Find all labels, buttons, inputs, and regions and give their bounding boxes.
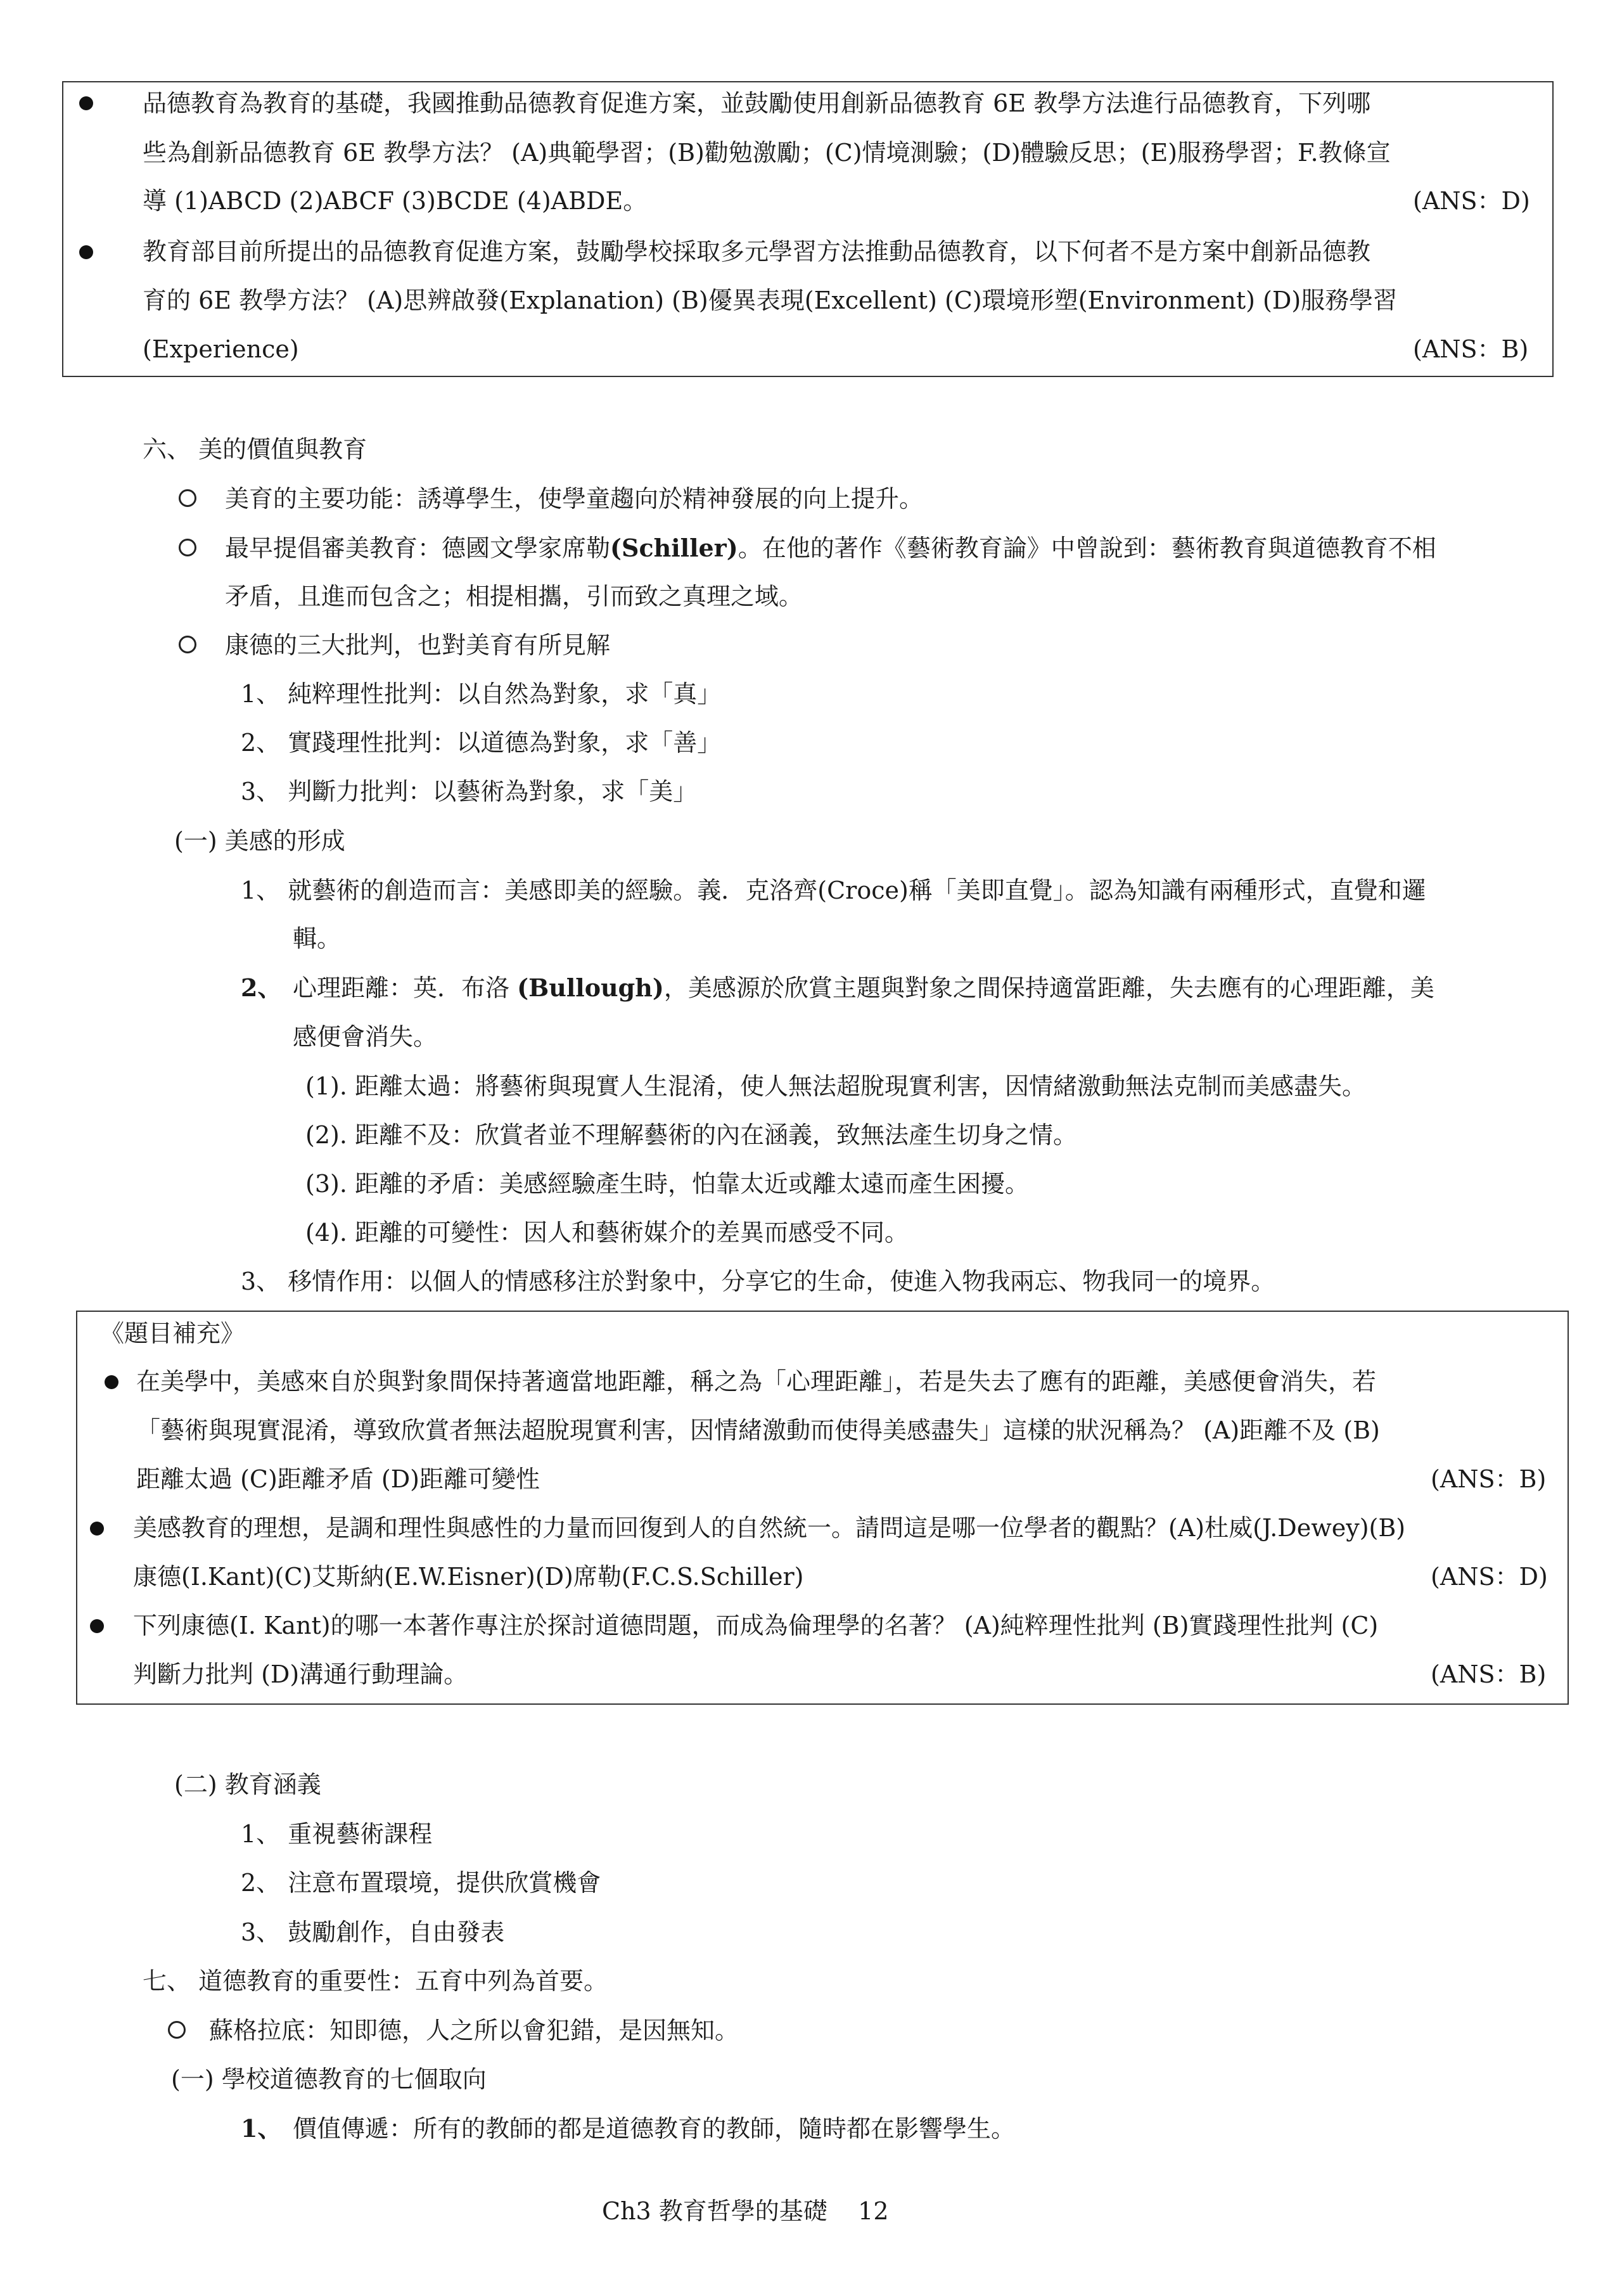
circle-bullet-icon — [179, 539, 196, 556]
question-text: 些為創新品德教育 6E 教學方法？ (A)典範學習；(B)勸勉激勵；(C)情境測驗；(D)體驗反思；(E)服務學習；F.教條宣 — [143, 139, 1391, 167]
section-heading: 七、 道德教育的重要性：五育中列為首要。 — [143, 1967, 608, 1995]
list-item: 1、 純粹理性批判：以自然為對象，求「真」 — [241, 680, 722, 708]
list-item: 3、 鼓勵創作，自由發表 — [241, 1918, 505, 1946]
name-bullough: (Bullough) — [517, 973, 664, 1002]
question-text: 品德教育為教育的基礎，我國推動品德教育促進方案，並鼓勵使用創新品德教育 6E 教學方法進行品德教育，下列哪 — [143, 89, 1371, 117]
text-fragment: 最早提倡審美教育：德國文學家席勒 — [225, 534, 611, 562]
question-text: 康德(I.Kant)(C)艾斯納(E.W.Eisner)(D)席勒(F.C.S.Schiller) — [133, 1563, 804, 1591]
list-item: 2、 實踐理性批判：以道德為對象，求「善」 — [241, 729, 722, 757]
list-item-continuation: 感便會消失。 — [293, 1023, 438, 1051]
list-item — [225, 536, 1436, 560]
list-item: 美育的主要功能：誘導學生，使學童趨向於精神發展的向上提升。 — [225, 485, 924, 513]
list-item: (3). 距離的矛盾：美感經驗產生時，怕靠太近或離太遠而產生困擾。 — [305, 1170, 1029, 1198]
section-heading: 六、 美的價值與教育 — [143, 435, 367, 463]
circle-bullet-icon — [168, 2021, 186, 2039]
list-item-continuation: 矛盾，且進而包含之；相提相攜，引而致之真理之域。 — [225, 582, 803, 610]
list-item-continuation: 輯。 — [293, 925, 342, 952]
bullet-icon — [79, 96, 93, 110]
answer-label: (ANS：D) — [1413, 187, 1530, 215]
text-fragment: ，美感源於欣賞主題與對象之間保持適當距離，失去應有的心理距離，美 — [663, 974, 1434, 1002]
bullet-icon — [90, 1522, 104, 1536]
answer-label: (ANS：B) — [1413, 335, 1529, 363]
list-item: 蘇格拉底：知即德，人之所以會犯錯，是因無知。 — [209, 2017, 739, 2044]
bullet-icon — [90, 1619, 104, 1633]
question-text: 下列康德(I. Kant)的哪一本著作專注於探討道德問題，而成為倫理學的名著？ (A)純粹理性批判 (B)實踐理性批判 (C) — [133, 1612, 1379, 1639]
list-number: 1、 — [241, 2114, 282, 2143]
list-item: 1、 就藝術的創造而言：美感即美的經驗。義．克洛齊(Croce)稱「美即直覺」。認為知識有兩種形式，直覺和邏 — [241, 876, 1426, 904]
box-title: 《題目補充》 — [100, 1319, 245, 1347]
text-fragment: 。在他的著作《藝術教育論》中曾說到：藝術教育與道德教育不相 — [738, 534, 1436, 562]
chapter-title: Ch3 教育哲學的基礎 — [602, 2197, 827, 2225]
list-number: 2、 — [241, 973, 282, 1002]
list-item: 價值傳遞：所有的教師的都是道德教育的教師，隨時都在影響學生。 — [293, 2115, 1016, 2143]
text-fragment: 心理距離：英．布洛 — [293, 974, 518, 1002]
question-text: 導 (1)ABCD (2)ABCF (3)BCDE (4)ABDE。 — [143, 187, 648, 215]
circle-bullet-icon — [179, 489, 196, 507]
question-box-1 — [62, 81, 1554, 377]
name-schiller: (Schiller) — [610, 534, 738, 562]
subsection-heading: (一) 美感的形成 — [174, 827, 345, 855]
question-text: 美感教育的理想，是調和理性與感性的力量而回復到人的自然統一。請問這是哪一位學者的觀點？(A)杜威(J.Dewey)(B) — [133, 1514, 1406, 1542]
circle-bullet-icon — [179, 636, 196, 653]
list-item: 3、 判斷力批判：以藝術為對象，求「美」 — [241, 778, 698, 805]
question-text: (Experience) — [143, 335, 299, 363]
answer-label: (ANS：B) — [1431, 1660, 1547, 1688]
list-item: (1). 距離太過：將藝術與現實人生混淆，使人無法超脫現實利害，因情緒激動無法克制而美感盡失。 — [305, 1072, 1366, 1100]
question-text: 在美學中，美感來自於與對象間保持著適當地距離，稱之為「心理距離」，若是失去了應有的距離，美感便會消失，若 — [136, 1368, 1377, 1395]
question-text: 「藝術與現實混淆，導致欣賞者無法超脫現實利害，因情緒激動而使得美感盡失」這樣的狀況稱為？ (A)距離不及 (B) — [136, 1416, 1380, 1444]
question-text: 教育部目前所提出的品德教育促進方案，鼓勵學校採取多元學習方法推動品德教育，以下何者不是方案中創新品德教 — [143, 238, 1371, 266]
list-item: 1、 重視藝術課程 — [241, 1820, 433, 1848]
bullet-icon — [105, 1375, 118, 1389]
list-item: 2、 注意布置環境，提供欣賞機會 — [241, 1869, 601, 1897]
subsection-heading: (二) 教育涵義 — [174, 1771, 321, 1799]
question-text: 判斷力批判 (D)溝通行動理論。 — [133, 1660, 468, 1688]
page-footer — [602, 2199, 889, 2223]
page-number: 12 — [858, 2197, 889, 2225]
question-text: 育的 6E 教學方法？ (A)思辨啟發(Explanation) (B)優異表現(Excellent) (C)環境形塑(Environment) (D)服務學習 — [143, 286, 1398, 314]
answer-label: (ANS：B) — [1431, 1465, 1547, 1493]
list-item: 康德的三大批判，也對美育有所見解 — [225, 631, 611, 659]
list-item: (4). 距離的可變性：因人和藝術媒介的差異而感受不同。 — [305, 1219, 909, 1247]
list-item: 3、 移情作用：以個人的情感移注於對象中，分享它的生命，使進入物我兩忘、物我同一的境界。 — [241, 1267, 1275, 1295]
question-text: 距離太過 (C)距離矛盾 (D)距離可變性 — [136, 1465, 540, 1493]
bullet-icon — [79, 245, 93, 259]
answer-label: (ANS：D) — [1431, 1563, 1548, 1591]
list-item — [293, 973, 1434, 1002]
list-item: (2). 距離不及：欣賞者並不理解藝術的內在涵義，致無法產生切身之情。 — [305, 1121, 1077, 1149]
subsection-heading: (一) 學校道德教育的七個取向 — [171, 2065, 487, 2093]
